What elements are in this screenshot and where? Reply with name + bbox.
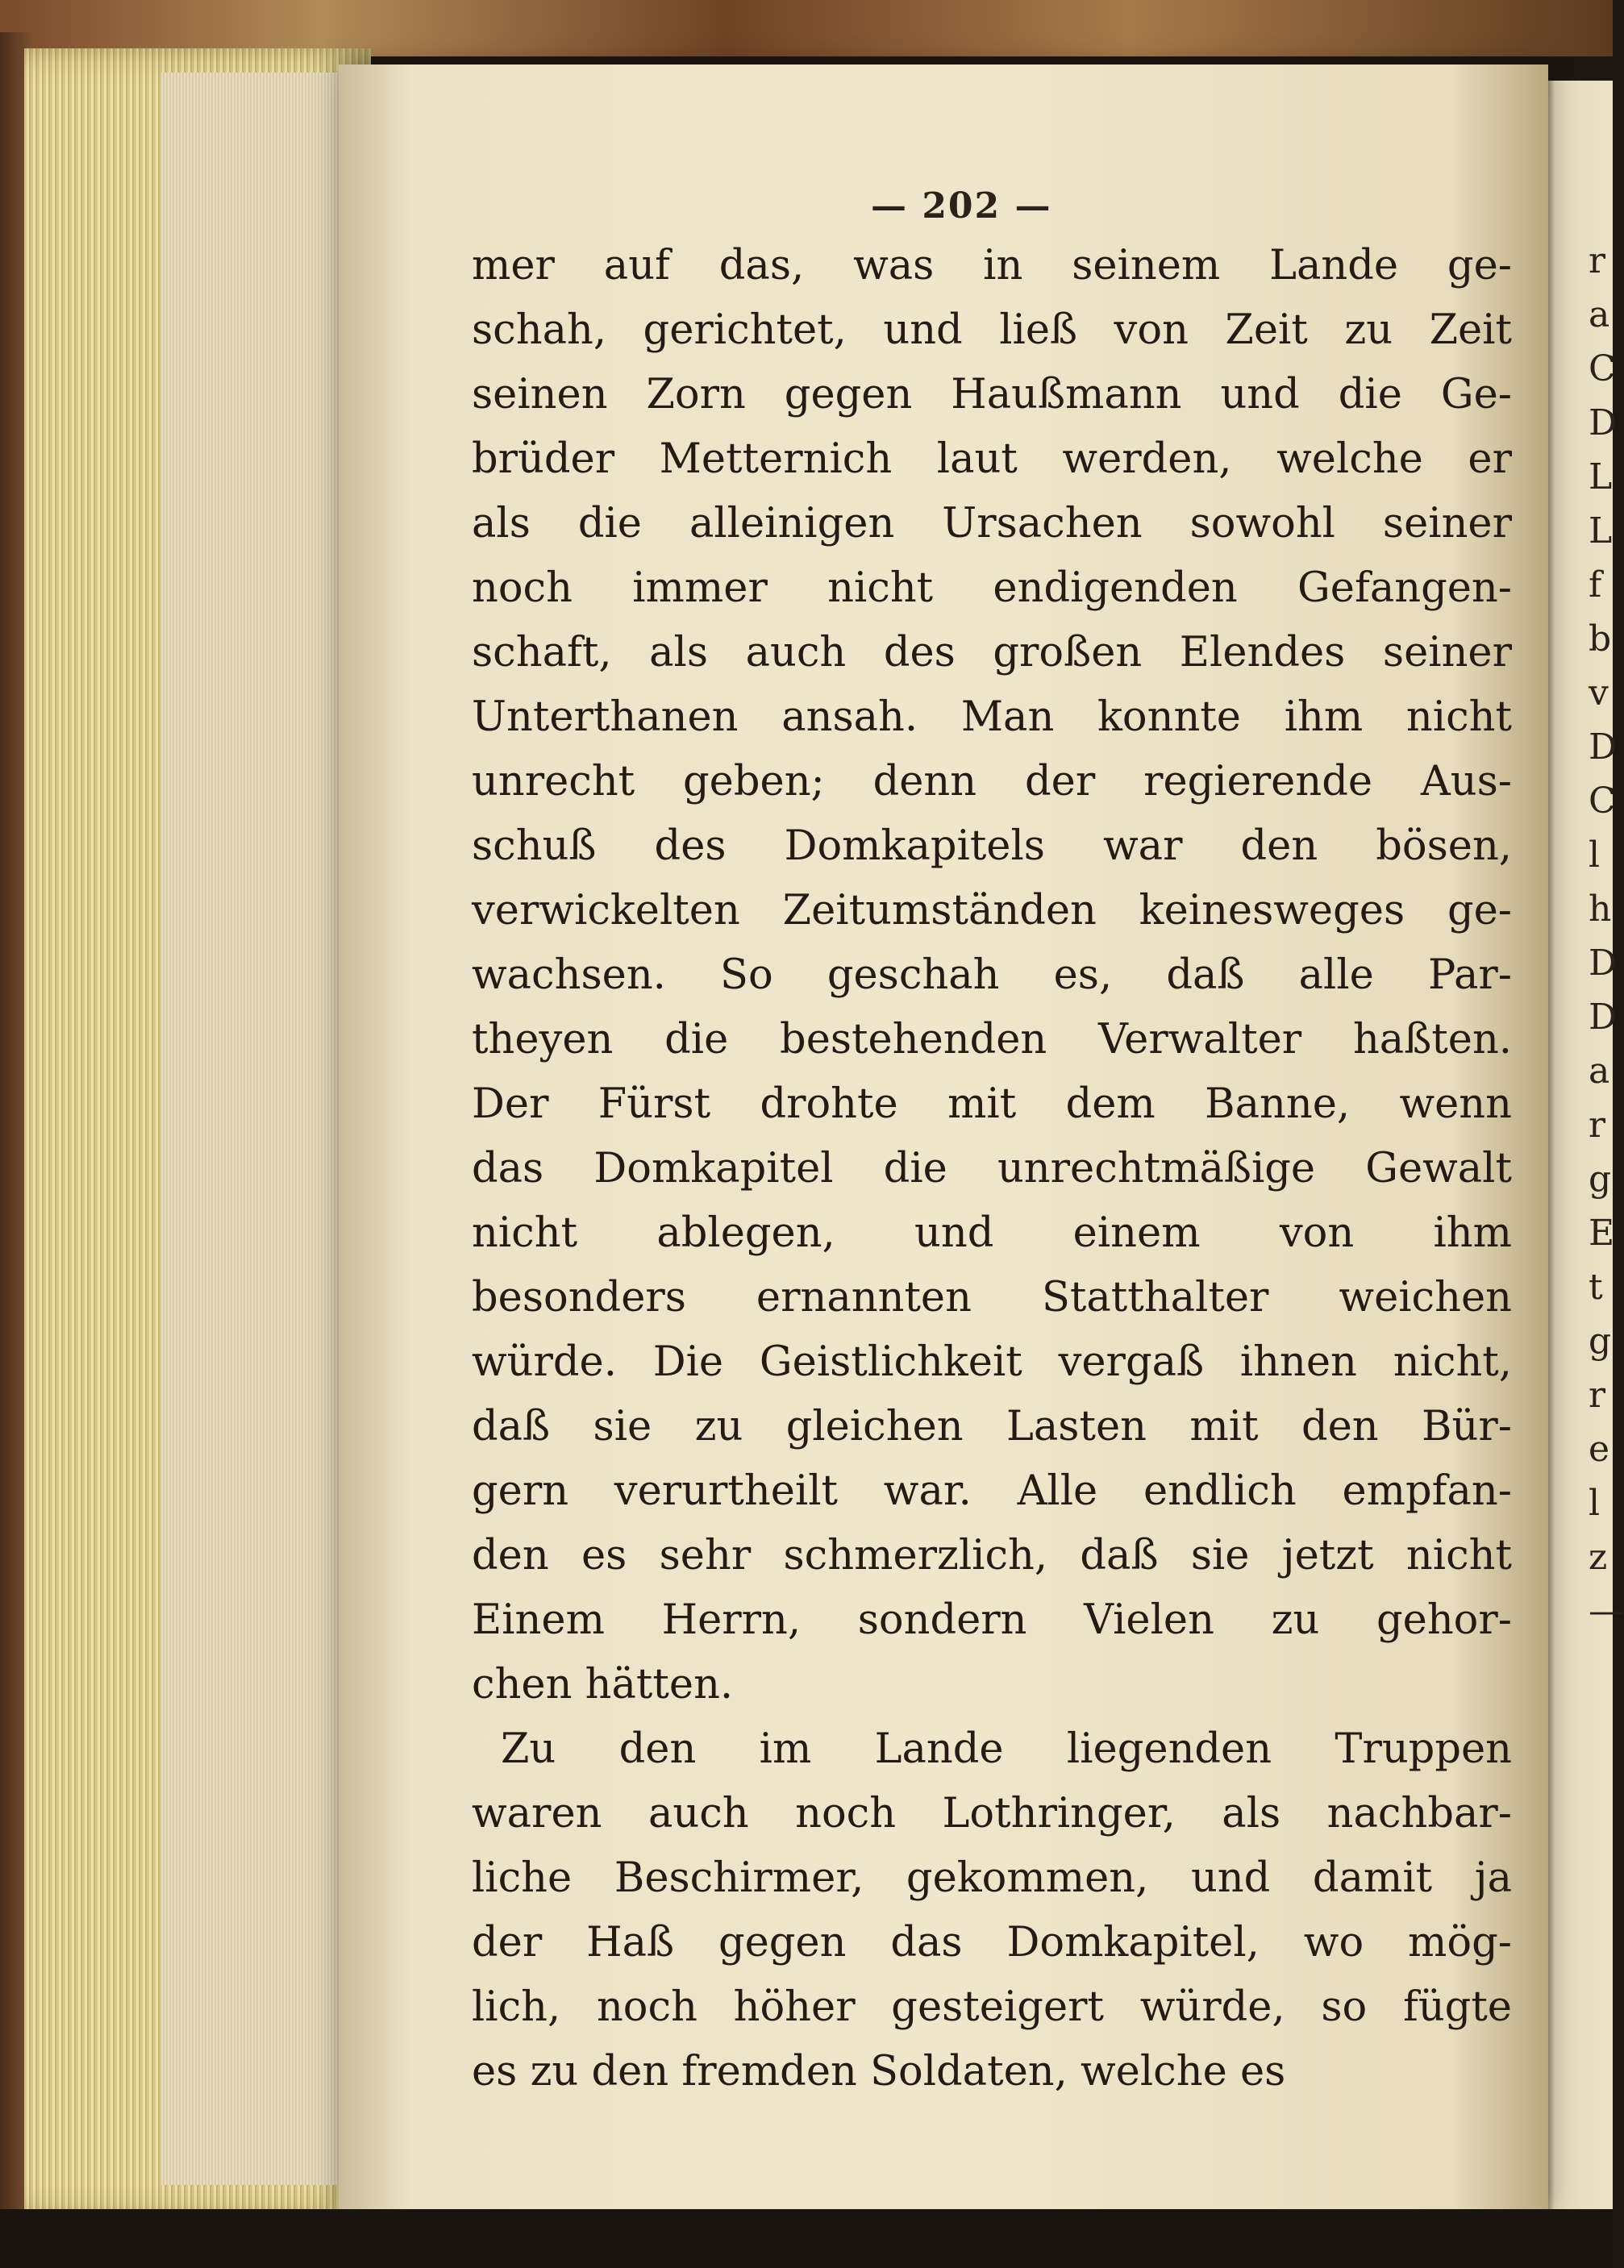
text-line: den es sehr schmerzlich, daß sie jetzt nicht: [472, 1532, 1512, 1579]
adjacent-page-letters: [1589, 234, 1624, 1638]
adjacent-letter: l: [1589, 1483, 1601, 1524]
text-line: der Haß gegen das Domkapitel, wo mög-: [472, 1919, 1512, 1966]
adjacent-letter: r: [1589, 1105, 1606, 1146]
adjacent-letter: E: [1589, 1213, 1615, 1254]
adjacent-letter: L: [1589, 456, 1613, 497]
text-line: schah, gerichtet, und ließ von Zeit zu Zeit: [472, 306, 1512, 354]
adjacent-letter: f: [1589, 564, 1602, 605]
adjacent-letter: L: [1589, 510, 1613, 551]
adjacent-letter: l: [1589, 834, 1601, 876]
adjacent-letter: g: [1589, 1159, 1612, 1200]
adjacent-letter: —: [1589, 1591, 1624, 1632]
text-line: unrecht geben; denn der regierende Aus-: [472, 758, 1512, 805]
adjacent-letter: e: [1589, 1429, 1610, 1470]
text-line: Einem Herrn, sondern Vielen zu gehor-: [472, 1596, 1512, 1644]
adjacent-letter: b: [1589, 618, 1612, 660]
text-line: Unterthanen ansah. Man konnte ihm nicht: [472, 693, 1512, 741]
text-line: das Domkapitel die unrechtmäßige Gewalt: [472, 1145, 1512, 1192]
text-line: besonders ernannten Statthalter weichen: [472, 1274, 1512, 1321]
adjacent-letter: v: [1589, 672, 1609, 714]
text-line: liche Beschirmer, gekommen, und damit ja: [472, 1854, 1512, 1902]
adjacent-letter: D: [1589, 402, 1618, 443]
text-line: brüder Metternich laut werden, welche er: [472, 435, 1512, 483]
adjacent-letter: C: [1589, 780, 1616, 822]
text-line: waren auch noch Lothringer, als nachbar-: [472, 1790, 1512, 1837]
text-line: seinen Zorn gegen Haußmann und die Ge-: [472, 371, 1512, 418]
text-line: Der Fürst drohte mit dem Banne, wenn: [472, 1080, 1512, 1128]
text-line: theyen die bestehenden Verwalter haßten.: [472, 1016, 1512, 1063]
text-line: daß sie zu gleichen Lasten mit den Bür-: [472, 1403, 1512, 1450]
text-line: lich, noch höher gesteigert würde, so fügte: [472, 1983, 1512, 2031]
text-line: Zu den im Lande liegenden Truppen: [501, 1725, 1512, 1773]
background-bottom: [0, 2209, 1613, 2268]
adjacent-letter: C: [1589, 348, 1616, 389]
text-line: würde. Die Geistlichkeit vergaß ihnen nicht,: [472, 1338, 1512, 1386]
adjacent-letter: a: [1589, 294, 1610, 335]
adjacent-letter: a: [1589, 1051, 1610, 1092]
adjacent-letter: D: [1589, 726, 1618, 768]
text-line: noch immer nicht endigenden Gefangen-: [472, 564, 1512, 612]
text-line: als die alleinigen Ursachen sowohl seiner: [472, 500, 1512, 547]
text-line: verwickelten Zeitumständen keinesweges ge-: [472, 887, 1512, 934]
text-line: mer auf das, was in seinem Lande ge-: [472, 242, 1512, 289]
adjacent-letter: D: [1589, 997, 1618, 1038]
page-number: — 202 —: [871, 185, 1052, 227]
adjacent-letter: D: [1589, 943, 1618, 984]
adjacent-letter: z: [1589, 1537, 1608, 1578]
page-text: [472, 234, 1512, 2104]
text-line: schaft, als auch des großen Elendes seiner: [472, 629, 1512, 676]
adjacent-letter: t: [1589, 1267, 1603, 1308]
text-line: gern verurtheilt war. Alle endlich empfan-: [472, 1467, 1512, 1515]
adjacent-letter: g: [1589, 1321, 1612, 1362]
adjacent-letter: r: [1589, 240, 1606, 281]
adjacent-letter: r: [1589, 1375, 1606, 1416]
adjacent-letter: h: [1589, 888, 1612, 930]
text-line: nicht ablegen, und einem von ihm: [472, 1209, 1512, 1257]
text-line: chen hätten.: [472, 1661, 734, 1708]
text-line: es zu den fremden Soldaten, welche es: [472, 2048, 1286, 2095]
text-line: wachsen. So geschah es, daß alle Par-: [472, 951, 1512, 999]
text-line: schuß des Domkapitels war den bösen,: [472, 822, 1512, 870]
